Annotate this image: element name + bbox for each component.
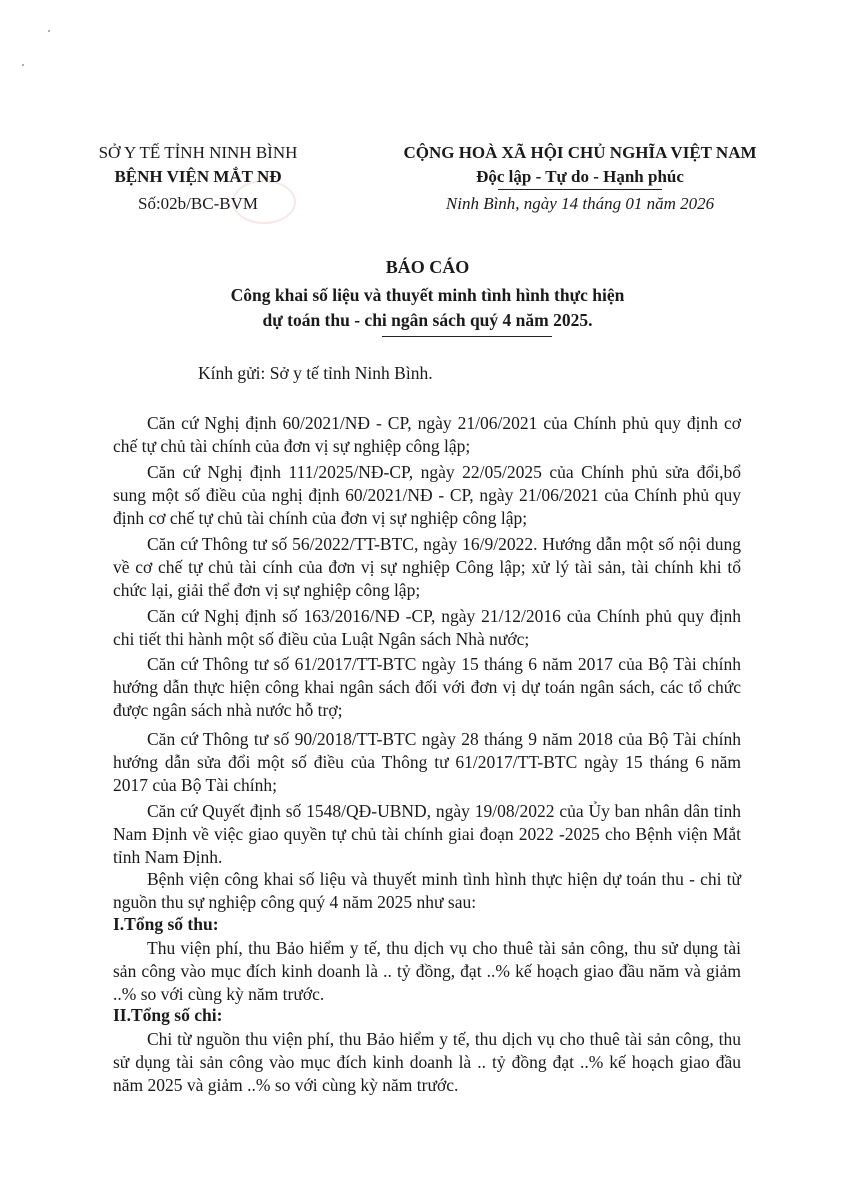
title-underline bbox=[382, 336, 552, 337]
scan-speck bbox=[22, 64, 24, 66]
section-total-expense-text: Chi từ nguồn thu viện phí, thu Bảo hiểm y tế, thu dịch vụ cho thuê tài sản công, thu sử dụng tài sản công vào mục đích kinh doanh là .. tỷ đồng đạt ..% kế hoạch giao đầu năm 2025 và giảm ..% so với cùng kỳ năm trước. bbox=[113, 1029, 741, 1095]
legal-basis-paragraph: Căn cứ Nghị định số 163/2016/NĐ -CP, ngày 21/12/2016 của Chính phủ quy định chi tiết thi hành một số điều của Luật Ngân sách Nhà nước; bbox=[113, 606, 741, 649]
scan-speck bbox=[48, 30, 50, 32]
intro-paragraph: Bệnh viện công khai số liệu và thuyết minh tình hình thực hiện dự toán thu - chi từ nguồn thu sự nghiệp công quý 4 năm 2025 như sau: bbox=[113, 869, 741, 912]
section-total-expense-heading: II.Tổng số chi: bbox=[113, 1005, 223, 1025]
national-title: CỘNG HOÀ XÃ HỘI CHỦ NGHĨA VIỆT NAM bbox=[403, 143, 757, 162]
report-subtitle-1: Công khai số liệu và thuyết minh tình hình thực hiện bbox=[230, 285, 625, 305]
legal-basis-paragraph: Căn cứ Nghị định 60/2021/NĐ - CP, ngày 21/06/2021 của Chính phủ quy định cơ chế tự chủ tài chính của đơn vị sự nghiệp công lập; bbox=[113, 413, 741, 456]
report-subtitle-2: dự toán thu - chi ngân sách quý 4 năm 2025. bbox=[262, 310, 593, 330]
section-total-revenue-text: Thu viện phí, thu Bảo hiểm y tế, thu dịch vụ cho thuê tài sản công, thu sử dụng tài sản công vào mục đích kinh doanh là .. tỷ đồng, đạt ..% kế hoạch giao đầu năm và giảm ..% so với cùng kỳ năm trước. bbox=[113, 938, 741, 1004]
agency-name: SỞ Y TẾ TỈNH NINH BÌNH bbox=[98, 143, 298, 162]
legal-basis-paragraph: Căn cứ Thông tư số 56/2022/TT-BTC, ngày 16/9/2022. Hướng dẫn một số nội dung về cơ chế tự chủ tài cính của đơn vị sự nghiệp Công lập; xử lý tài sản, tài chính khi tổ chức lại, giải thể đơn vị sự nghiệp công lập; bbox=[113, 534, 741, 600]
legal-basis-paragraph: Căn cứ Thông tư số 90/2018/TT-BTC ngày 28 tháng 9 năm 2018 của Bộ Tài chính hướng dẫn sửa đổi một số điều của Thông tư 61/2017/TT-BTC ngày 15 tháng 6 năm 2017 của Bộ Tài chính; bbox=[113, 729, 741, 795]
report-title: BÁO CÁO bbox=[385, 257, 470, 277]
legal-basis-paragraph: Căn cứ Quyết định số 1548/QĐ-UBND, ngày 19/08/2022 của Ủy ban nhân dân tỉnh Nam Định về việc giao quyền tự chủ tài chính giai đoạn 2022 -2025 cho Bệnh viện Mắt tỉnh Nam Định. bbox=[113, 801, 741, 867]
motto-underline bbox=[498, 189, 662, 190]
legal-basis-paragraph: Căn cứ Thông tư số 61/2017/TT-BTC ngày 15 tháng 6 năm 2017 của Bộ Tài chính hướng dẫn thực hiện công khai ngân sách đối với đơn vị dự toán ngân sách, các tổ chức được ngân sách nhà nước hỗ trợ; bbox=[113, 654, 741, 720]
hospital-name: BỆNH VIỆN MẮT NĐ bbox=[114, 167, 282, 186]
document-number: Số:02b/BC-BVM bbox=[138, 194, 258, 213]
national-motto: Độc lập - Tự do - Hạnh phúc bbox=[476, 167, 684, 186]
legal-basis-paragraph: Căn cứ Nghị định 111/2025/NĐ-CP, ngày 22/05/2025 của Chính phủ sửa đổi,bổ sung một số điều của nghị định 60/2021/NĐ - CP, ngày 21/06/2021 của Chính phủ quy định cơ chế tự chủ tài chính của đơn vị sự nghiệp công lập; bbox=[113, 462, 741, 528]
document-date: Ninh Bình, ngày 14 tháng 01 năm 2026 bbox=[445, 194, 715, 213]
section-total-revenue-heading: I.Tổng số thu: bbox=[113, 914, 219, 934]
recipient-line: Kính gửi: Sở y tế tỉnh Ninh Bình. bbox=[198, 363, 433, 383]
